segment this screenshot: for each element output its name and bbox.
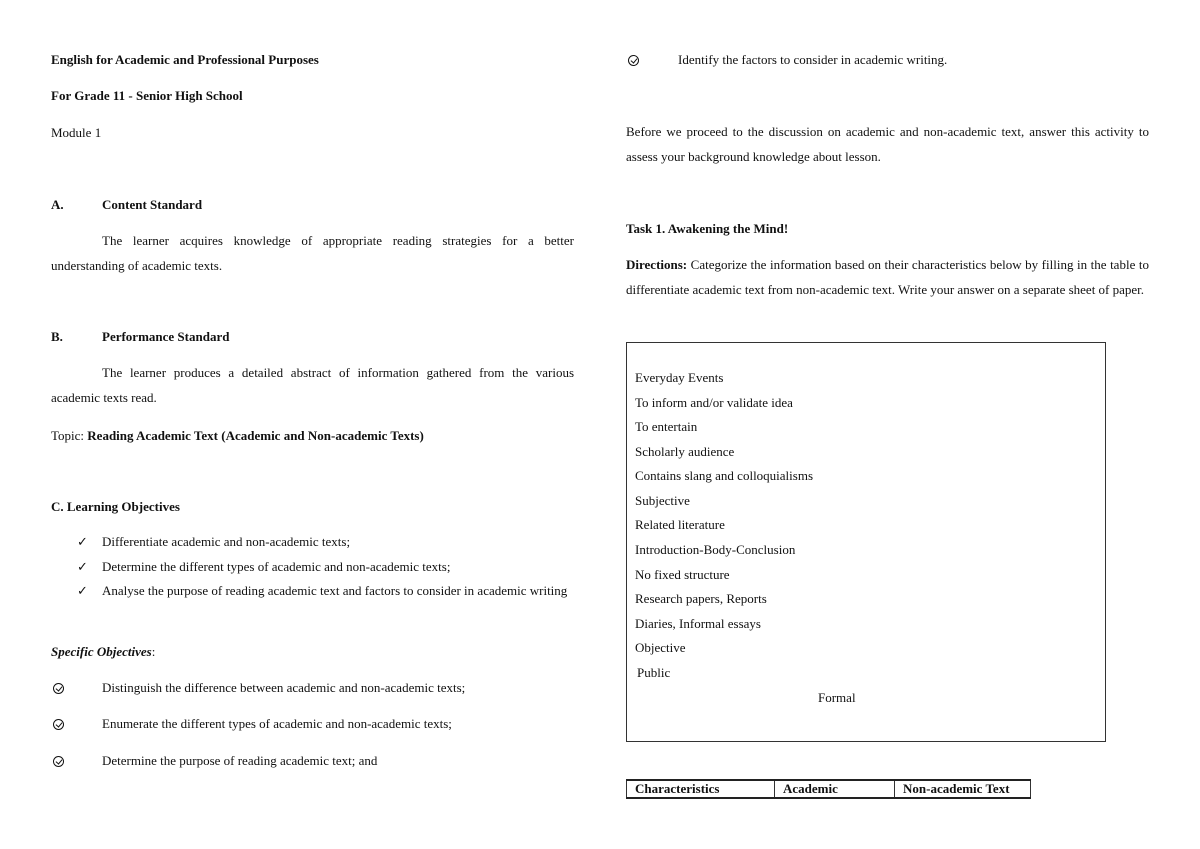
grade-label: For Grade 11 - Senior High School	[51, 88, 243, 103]
section-a-title: Content Standard	[102, 197, 203, 212]
performance-standard-text: The learner produces a detailed abstract of information gathered from the various academic texts read.	[51, 365, 574, 405]
globe-bullet-icon	[53, 756, 64, 767]
word-bank-item: Formal	[818, 690, 856, 705]
word-bank-item: No fixed structure	[635, 567, 730, 582]
answer-table	[626, 779, 1031, 799]
table-header: Non-academic Text	[895, 780, 1031, 798]
globe-bullet-icon	[53, 719, 64, 730]
directions-paragraph: Directions: Categorize the information based on their characteristics below by filling in the table to differentiate academic text from non-academic text. Write your answer on a separate sheet of paper.	[626, 257, 1149, 297]
word-bank-item: Introduction-Body-Conclusion	[635, 542, 796, 557]
task-title: Task 1. Awakening the Mind!	[626, 221, 789, 236]
globe-bullet-icon	[53, 683, 64, 694]
word-bank-item: Related literature	[635, 517, 725, 532]
topic-line: Topic: Reading Academic Text (Academic and Non-academic Texts)	[51, 428, 424, 443]
globe-bullet-icon	[628, 55, 639, 66]
intro-paragraph: Before we proceed to the discussion on academic and non-academic text, answer this activity to assess your background knowledge about lesson.	[626, 124, 1149, 164]
section-b-letter: B.	[51, 329, 63, 344]
specific-objective-item: Distinguish the difference between academic and non-academic texts;	[102, 680, 466, 695]
word-bank-item: Scholarly audience	[635, 444, 735, 459]
table-header: Characteristics	[627, 780, 775, 798]
module-label: Module 1	[51, 125, 102, 140]
checkmark-icon: ✓	[77, 534, 88, 549]
word-bank-item: To entertain	[635, 419, 698, 434]
table-header: Academic	[775, 780, 895, 798]
specific-objectives-label: Specific Objectives:	[51, 644, 156, 659]
word-bank-item: Research papers, Reports	[635, 591, 767, 606]
word-bank-item: Diaries, Informal essays	[635, 616, 761, 631]
learning-objective-item: ✓ Analyse the purpose of reading academic text and factors to consider in academic writing	[51, 579, 574, 629]
word-bank-item: Public	[637, 665, 671, 680]
specific-objective-item: Enumerate the different types of academic and non-academic texts;	[102, 716, 452, 731]
specific-objective-item: Identify the factors to consider in academic writing.	[678, 52, 948, 67]
checkmark-icon: ✓	[77, 559, 88, 574]
table-header-row	[627, 780, 1031, 798]
learning-objectives-heading: C. Learning Objectives	[51, 499, 180, 514]
word-bank-item: To inform and/or validate idea	[635, 395, 793, 410]
section-b-title: Performance Standard	[102, 329, 230, 344]
learning-objective-item: ✓ Determine the different types of academic and non-academic texts;	[51, 555, 574, 580]
word-bank-item: Subjective	[635, 493, 690, 508]
word-bank-item: Contains slang and colloquialisms	[635, 468, 814, 483]
course-title: English for Academic and Professional Purposes	[51, 52, 319, 67]
word-bank-item: Everyday Events	[635, 370, 724, 385]
learning-objective-item: ✓ Differentiate academic and non-academic texts;	[51, 530, 574, 555]
checkmark-icon: ✓	[77, 583, 88, 598]
specific-objective-item: Determine the purpose of reading academic text; and	[102, 753, 378, 768]
content-standard-text: The learner acquires knowledge of appropriate reading strategies for a better understanding of academic texts.	[51, 233, 574, 273]
word-bank-box	[626, 342, 1106, 742]
word-bank-item: Objective	[635, 640, 686, 655]
section-a-letter: A.	[51, 197, 64, 212]
